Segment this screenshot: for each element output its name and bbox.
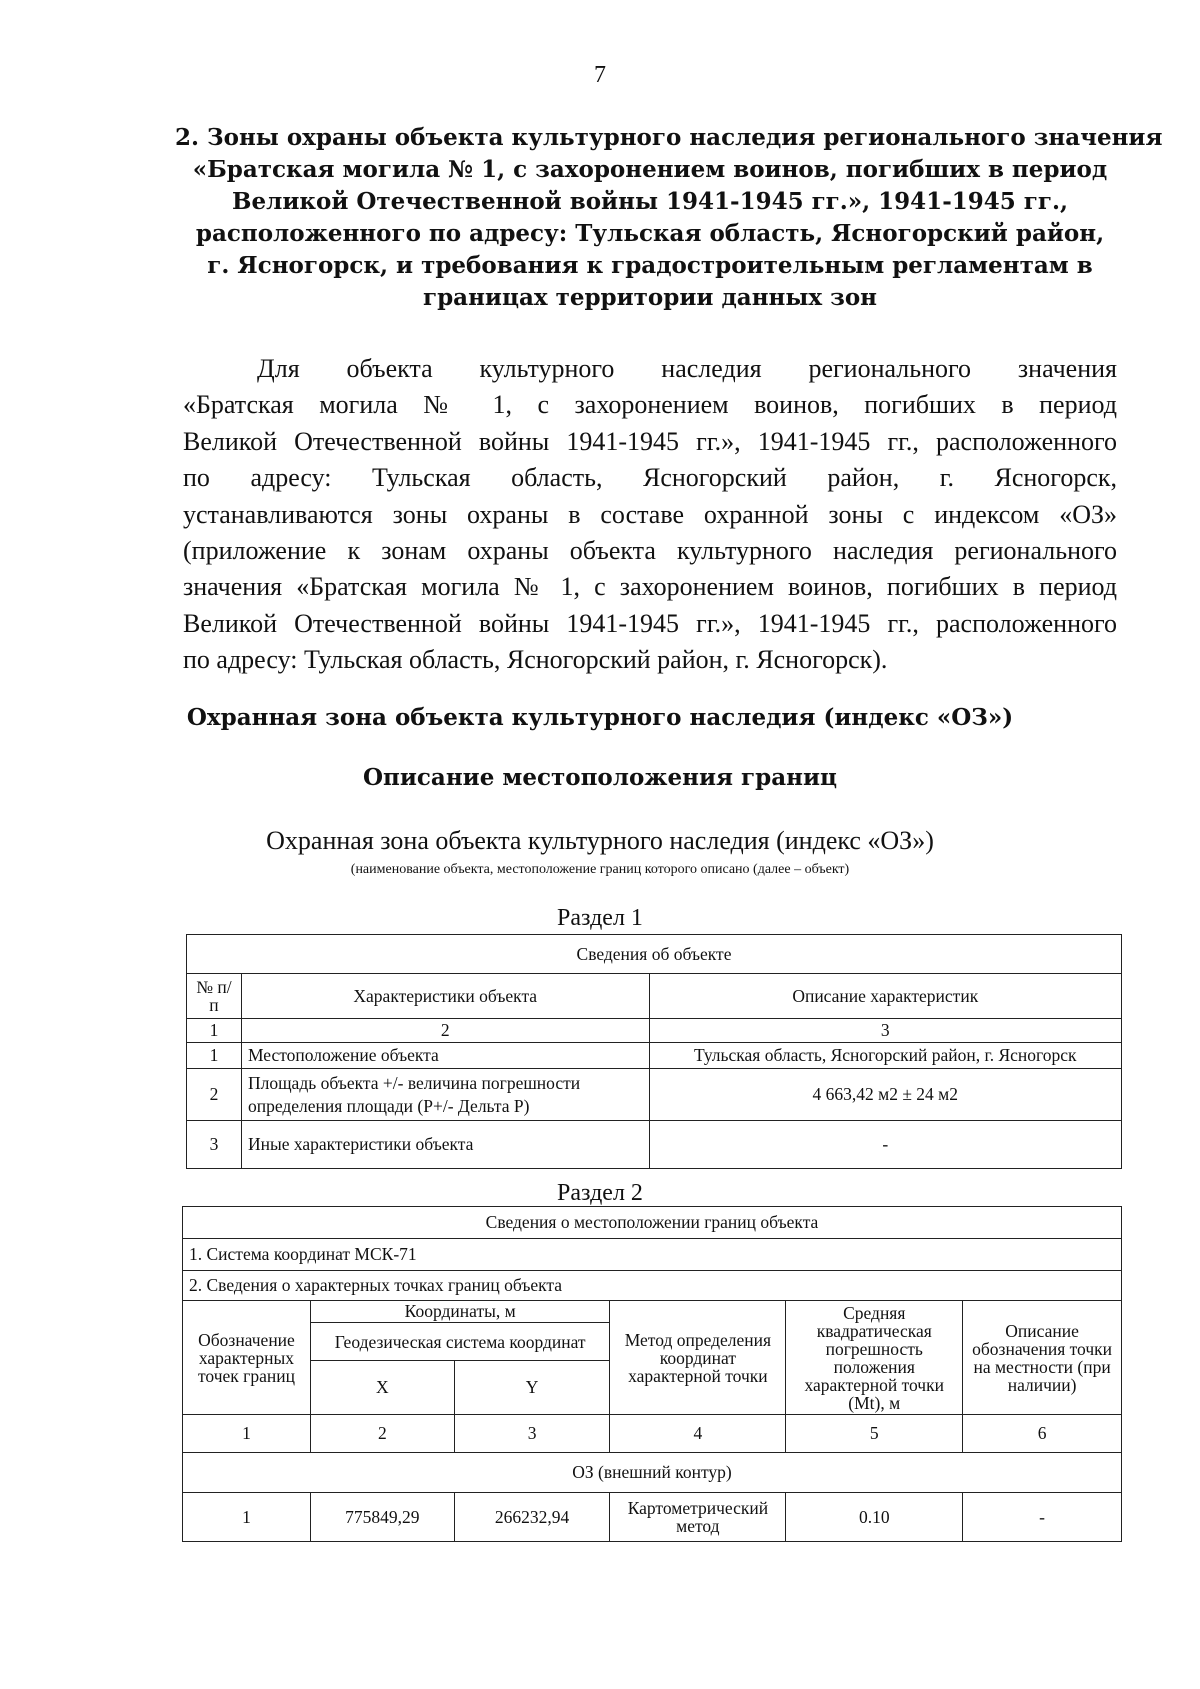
column-header-coordinates: Координаты, м bbox=[310, 1301, 610, 1323]
point-number: 1 bbox=[183, 1493, 311, 1542]
column-number: 3 bbox=[649, 1019, 1121, 1043]
column-number: 1 bbox=[187, 1019, 242, 1043]
column-number: 6 bbox=[963, 1415, 1122, 1453]
heading-line: 2. Зоны охраны объекта культурного наследия регионального значения bbox=[175, 124, 1163, 151]
zone-subheading: Охранная зона объекта культурного наследия (индекс «ОЗ») bbox=[186, 704, 1014, 731]
point-description: - bbox=[963, 1493, 1122, 1542]
body-line: по адресу: Тульская область, Ясногорский район, г. Ясногорск, bbox=[183, 463, 1117, 493]
column-header-characteristics: Характеристики объекта bbox=[241, 974, 649, 1019]
document-heading bbox=[175, 122, 1163, 314]
column-header-point-description: Описание обозначения точки на местности (при наличии) bbox=[963, 1301, 1122, 1415]
heading-line: границах территории данных зон bbox=[422, 284, 878, 311]
row-number: 2 bbox=[187, 1069, 242, 1121]
body-line: по адресу: Тульская область, Ясногорский район, г. Ясногорск). bbox=[183, 645, 888, 675]
row-value: - bbox=[649, 1121, 1121, 1169]
body-line: Великой Отечественной войны 1941-1945 гг.», 1941-1945 гг., расположенного bbox=[183, 608, 1117, 638]
row-name: Площадь объекта +/- величина погрешности определения площади (Р+/- Дельта Р) bbox=[241, 1069, 649, 1121]
points-title: 2. Сведения о характерных точках границ объекта bbox=[183, 1271, 1122, 1301]
heading-line: расположенного по адресу: Тульская область, Ясногорский район, bbox=[195, 220, 1105, 247]
object-info-table bbox=[186, 934, 1122, 1169]
column-header-point: Обозначение характерных точек границ bbox=[183, 1301, 311, 1415]
row-value: Тульская область, Ясногорский район, г. Ясногорск bbox=[649, 1043, 1121, 1069]
column-number: 1 bbox=[183, 1415, 311, 1453]
table-row bbox=[183, 1493, 1122, 1542]
contour-label: ОЗ (внешний контур) bbox=[183, 1453, 1122, 1493]
column-header-y: Y bbox=[454, 1361, 610, 1415]
row-name: Иные характеристики объекта bbox=[241, 1121, 649, 1169]
body-line: устанавливаются зоны охраны в составе охранной зоны с индексом «ОЗ» bbox=[183, 499, 1117, 529]
description-subheading: Описание местоположения границ bbox=[362, 764, 838, 791]
section1-title: Раздел 1 bbox=[557, 905, 643, 931]
column-header-number: № п/п bbox=[187, 974, 242, 1019]
row-number: 3 bbox=[187, 1121, 242, 1169]
object-name: Охранная зона объекта культурного наследия (индекс «ОЗ») bbox=[266, 826, 934, 855]
section2-title: Раздел 2 bbox=[557, 1180, 643, 1206]
heading-line: Великой Отечественной войны 1941-1945 гг.», 1941-1945 гг., bbox=[232, 188, 1068, 215]
column-header-x: X bbox=[310, 1361, 454, 1415]
table-title: Сведения о местоположении границ объекта bbox=[183, 1207, 1122, 1239]
coordinate-system: 1. Система координат МСК-71 bbox=[183, 1239, 1122, 1271]
column-header-error: Средняя квадратическая погрешность положения характерной точки (Mt), м bbox=[786, 1301, 963, 1415]
body-line: Великой Отечественной войны 1941-1945 гг.», 1941-1945 гг., расположенного bbox=[183, 426, 1117, 456]
point-x: 775849,29 bbox=[310, 1493, 454, 1542]
body-paragraph bbox=[183, 351, 1117, 679]
column-header-geodetic-system: Геодезическая система координат bbox=[310, 1323, 610, 1361]
row-name: Местоположение объекта bbox=[241, 1043, 649, 1069]
page-number: 7 bbox=[594, 62, 606, 88]
point-y: 266232,94 bbox=[454, 1493, 610, 1542]
row-value: 4 663,42 м2 ± 24 м2 bbox=[649, 1069, 1121, 1121]
body-line: «Братская могила № 1, с захоронением воинов, погибших в период bbox=[183, 390, 1117, 420]
table-row bbox=[187, 1121, 1122, 1169]
column-number: 2 bbox=[241, 1019, 649, 1043]
row-number: 1 bbox=[187, 1043, 242, 1069]
table-row bbox=[187, 1043, 1122, 1069]
heading-line: г. Ясногорск, и требования к градостроительным регламентам в bbox=[207, 252, 1093, 279]
column-number: 4 bbox=[610, 1415, 786, 1453]
body-line: значения «Братская могила № 1, с захоронением воинов, погибших в период bbox=[183, 572, 1117, 602]
column-number: 2 bbox=[310, 1415, 454, 1453]
point-method: Картометрический метод bbox=[610, 1493, 786, 1542]
body-line: Для объекта культурного наследия регионального значения bbox=[257, 354, 1117, 383]
column-header-method: Метод определения координат характерной точки bbox=[610, 1301, 786, 1415]
column-number: 5 bbox=[786, 1415, 963, 1453]
point-error: 0.10 bbox=[786, 1493, 963, 1542]
boundary-points-table bbox=[182, 1206, 1122, 1542]
table-title: Сведения об объекте bbox=[187, 935, 1122, 974]
column-header-description: Описание характеристик bbox=[649, 974, 1121, 1019]
object-note: (наименование объекта, местоположение границ которого описано (далее – объект) bbox=[350, 862, 850, 877]
table-row bbox=[187, 1069, 1122, 1121]
heading-line: «Братская могила № 1, с захоронением воинов, погибших в период bbox=[192, 156, 1108, 183]
column-number: 3 bbox=[454, 1415, 610, 1453]
body-line: (приложение к зонам охраны объекта культурного наследия регионального bbox=[183, 535, 1117, 565]
